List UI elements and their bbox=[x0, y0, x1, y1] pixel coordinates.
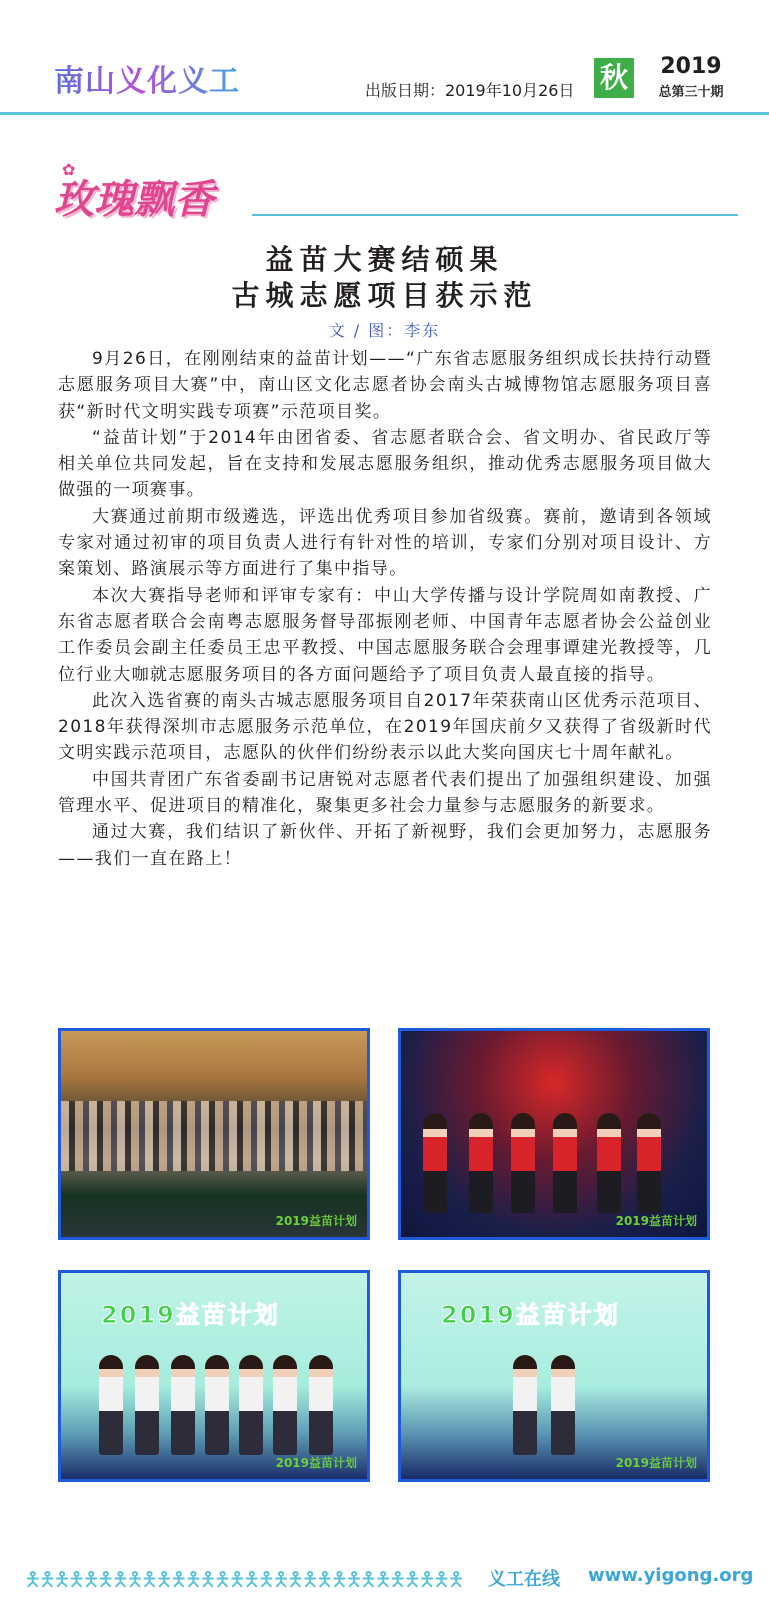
photo-award-pair bbox=[398, 1270, 710, 1482]
photo-caption: 2019益苗计划 bbox=[615, 1214, 697, 1228]
flower-icon: ✿ bbox=[62, 160, 76, 179]
section-title: 玫瑰飘香 bbox=[54, 177, 214, 223]
photo-caption: 2019益苗计划 bbox=[275, 1456, 357, 1470]
photo-people bbox=[401, 1103, 707, 1213]
photo-people bbox=[61, 1345, 367, 1455]
issue-number: 总第三十期 bbox=[658, 85, 724, 100]
article-paragraph: 中国共青团广东省委副书记唐锐对志愿者代表们提出了加强组织建设、加强管理水平、促进项目的精准化，聚集更多社会力量参与志愿服务的新要求。 bbox=[58, 769, 712, 817]
footer-url-link[interactable]: www.yigong.org bbox=[588, 1565, 754, 1586]
page-header bbox=[0, 0, 769, 118]
photo-volunteers-stage bbox=[398, 1028, 710, 1240]
article-paragraph: 9月26日，在刚刚结束的益苗计划——“广东省志愿服务组织成长扶持行动暨志愿服务项目大赛”中，南山区文化志愿者协会南头古城博物馆志愿服务项目喜获“新时代文明实践专项赛”示范项目奖。 bbox=[58, 349, 712, 422]
article-paragraph: 大赛通过前期市级遴选，评选出优秀项目参加省级赛。赛前，邀请到各领域专家对通过初审的项目负责人进行有针对性的培训，专家们分别对项目设计、方案策划、路演展示等方面进行了集中指导。 bbox=[58, 506, 712, 580]
header-divider bbox=[0, 112, 769, 115]
footer-site-name: 义工在线 bbox=[488, 1569, 560, 1590]
article-paragraph: 通过大赛，我们结识了新伙伴、开拓了新视野，我们会更加努力，志愿服务——我们一直在路上！ bbox=[58, 822, 712, 869]
photo-banner-text: 2019益苗计划 bbox=[441, 1301, 620, 1329]
article-title-line-2: 古城志愿项目获示范 bbox=[231, 279, 538, 312]
publication-date: 出版日期：2019年10月26日 bbox=[365, 81, 575, 100]
photo-award-group bbox=[58, 1270, 370, 1482]
article-paragraph: 本次大赛指导老师和评审专家有：中山大学传播与设计学院周如南教授、广东省志愿者联合会南粤志愿服务督导邵振刚老师、中国青年志愿者协会公益创业工作委员会副主任委员王忠平教授、中国志愿服务联合会理事谭建光教授等，几位行业大咖就志愿服务项目的各方面问题给予了项目负责人最直接的指导。 bbox=[58, 585, 712, 685]
article-body bbox=[58, 346, 712, 872]
article-byline: 文 / 图：李东 bbox=[328, 321, 441, 340]
photo-crowd bbox=[61, 1101, 367, 1171]
article-title-line-1: 益苗大赛结硕果 bbox=[265, 243, 504, 276]
volunteer-figures-icon: 🯅🯅🯅🯅🯅🯅🯅🯅🯅🯅🯅🯅🯅🯅🯅🯅🯅🯅🯅🯅🯅🯅🯅🯅🯅🯅🯅🯅🯅🯅 bbox=[24, 1568, 462, 1590]
photo-banner-text: 2019益苗计划 bbox=[101, 1301, 280, 1329]
issue-year: 2019 bbox=[660, 54, 722, 79]
season-badge: 秋 bbox=[594, 58, 634, 98]
photo-caption: 2019益苗计划 bbox=[275, 1214, 357, 1228]
photo-caption: 2019益苗计划 bbox=[615, 1456, 697, 1470]
photo-people bbox=[401, 1345, 707, 1455]
publication-logo: 南山义化义工 bbox=[54, 56, 240, 100]
article-paragraph: “益苗计划”于2014年由团省委、省志愿者联合会、省文明办、省民政厅等相关单位共同发起，旨在支持和发展志愿服务组织，推动优秀志愿服务项目做大做强的一项赛事。 bbox=[58, 427, 712, 501]
article-paragraph: 此次入选省赛的南头古城志愿服务项目自2017年荣获南山区优秀示范项目、2018年获得深圳市志愿服务示范单位，在2019年国庆前夕又获得了省级新时代文明实践示范项目，志愿队的伙伴们纷纷表示以此大奖向国庆七十周年献礼。 bbox=[58, 690, 712, 764]
section-divider bbox=[252, 214, 738, 216]
photo-audience bbox=[58, 1028, 370, 1240]
